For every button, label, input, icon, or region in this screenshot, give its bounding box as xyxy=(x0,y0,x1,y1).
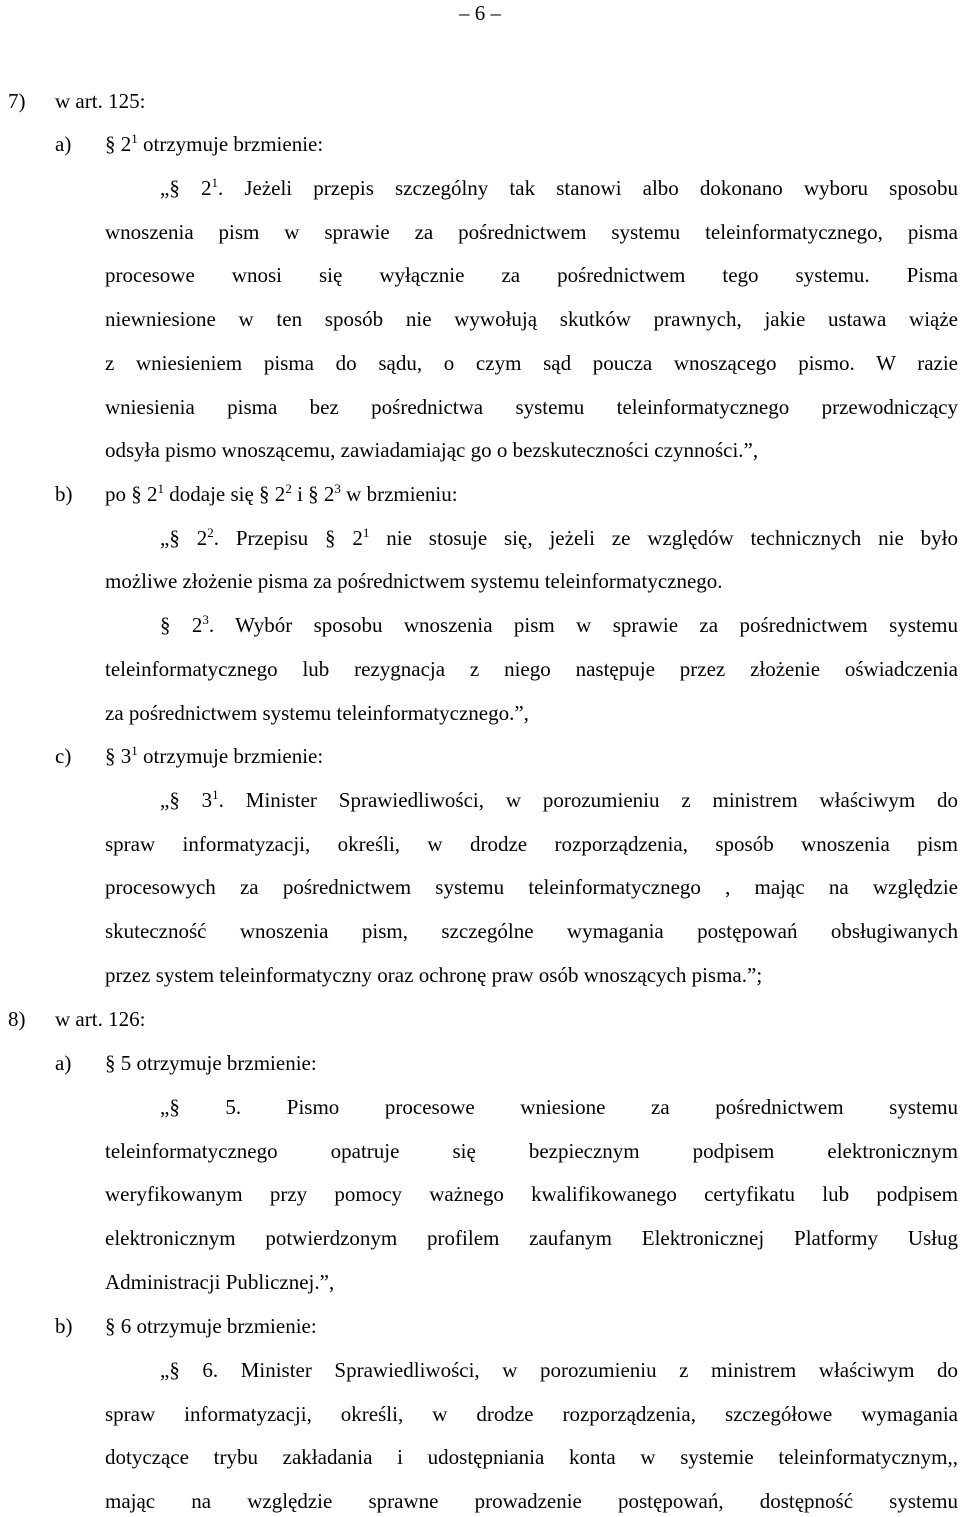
text-line: „§ $2^1$. Jeżeli przepis szczególny tak stanowi albo dokonano wyboru sposobu xyxy=(160,175,958,200)
text-line: Administracji Publicznej.”, xyxy=(105,1270,335,1294)
text-line: przez system teleinformatyczny oraz ochronę praw osób wnoszących pisma.”; xyxy=(105,963,763,987)
list-marker: 8) xyxy=(8,1007,26,1031)
text-line: spraw informatyzacji, określi, w drodze rozporządzenia, sposób wnoszenia pism xyxy=(105,832,958,856)
text-line: teleinformatycznego opatruje się bezpiecznym podpisem elektronicznym xyxy=(105,1139,958,1163)
text-line: procesowe wnosi się wyłącznie za pośrednictwem tego systemu. Pisma xyxy=(105,263,958,287)
page-number: – 6 – xyxy=(459,1,501,25)
text-line: procesowych za pośrednictwem systemu teleinformatycznego , mając na względzie xyxy=(105,875,958,899)
list-item-text: w art. 126: xyxy=(55,1007,146,1031)
list-item-text: § 5 otrzymuje brzmienie: xyxy=(105,1051,317,1075)
list-marker: a) xyxy=(55,1051,72,1075)
text-line: możliwe złożenie pisma za pośrednictwem systemu teleinformatycznego. xyxy=(105,569,723,593)
list-item-text: § $3^1$ otrzymuje brzmienie: xyxy=(105,743,324,768)
text-line: elektronicznym potwierdzonym profilem zaufanym Elektronicznej Platformy Usług xyxy=(105,1226,958,1250)
list-item-text: po § $2^1$ dodaje się § $2^2$ i § $2^3$ w brzmieniu: xyxy=(105,481,458,506)
text-line: „§ 5. Pismo procesowe wniesione za pośrednictwem systemu xyxy=(160,1095,958,1119)
text-line: mając na względzie sprawne prowadzenie postępowań, dostępność systemu xyxy=(105,1489,958,1513)
text-line: § $2^3$. Wybór sposobu wnoszenia pism w sprawie za pośrednictwem systemu xyxy=(160,612,958,637)
text-line: wniesienia pisma bez pośrednictwa systemu teleinformatycznego przewodniczący xyxy=(105,395,958,419)
text-line: „§ $2^2$. Przepisu § $2^1$ nie stosuje się, jeżeli ze względów technicznych nie było xyxy=(160,525,959,550)
text-line: dotyczące trybu zakładania i udostępniania konta w systemie teleinformatycznym,, xyxy=(105,1445,958,1469)
list-marker: a) xyxy=(55,132,72,156)
text-line: „§ $3^1$. Minister Sprawiedliwości, w porozumieniu z ministrem właściwym do xyxy=(160,787,958,812)
text-line: niewniesione w ten sposób nie wywołują skutków prawnych, jakie ustawa wiąże xyxy=(105,307,958,331)
text-line: z wniesieniem pisma do sądu, o czym sąd poucza wnoszącego pismo. W razie xyxy=(105,351,958,375)
list-marker: c) xyxy=(55,744,72,768)
text-line: weryfikowanym przy pomocy ważnego kwalifikowanego certyfikatu lub podpisem xyxy=(105,1182,958,1206)
text-line: za pośrednictwem systemu teleinformatycznego.”, xyxy=(105,701,529,725)
list-marker: b) xyxy=(55,482,73,506)
text-line: „§ 6. Minister Sprawiedliwości, w porozumieniu z ministrem właściwym do xyxy=(160,1358,958,1382)
list-item-text: § 6 otrzymuje brzmienie: xyxy=(105,1314,317,1338)
text-line: spraw informatyzacji, określi, w drodze rozporządzenia, szczegółowe wymagania xyxy=(105,1402,958,1426)
list-marker: 7) xyxy=(8,89,26,113)
text-line: teleinformatycznego lub rezygnacja z niego następuje przez złożenie oświadczenia xyxy=(105,657,958,681)
list-item-text: § $2^1$ otrzymuje brzmienie: xyxy=(105,131,324,156)
list-item-text: w art. 125: xyxy=(55,89,146,113)
list-marker: b) xyxy=(55,1314,73,1338)
text-line: odsyła pismo wnoszącemu, zawiadamiając go o bezskuteczności czynności.”, xyxy=(105,438,759,462)
text-line: wnoszenia pism w sprawie za pośrednictwem systemu teleinformatycznego, pisma xyxy=(105,220,958,244)
text-line: skuteczność wnoszenia pism, szczególne wymagania postępowań obsługiwanych xyxy=(105,919,958,943)
